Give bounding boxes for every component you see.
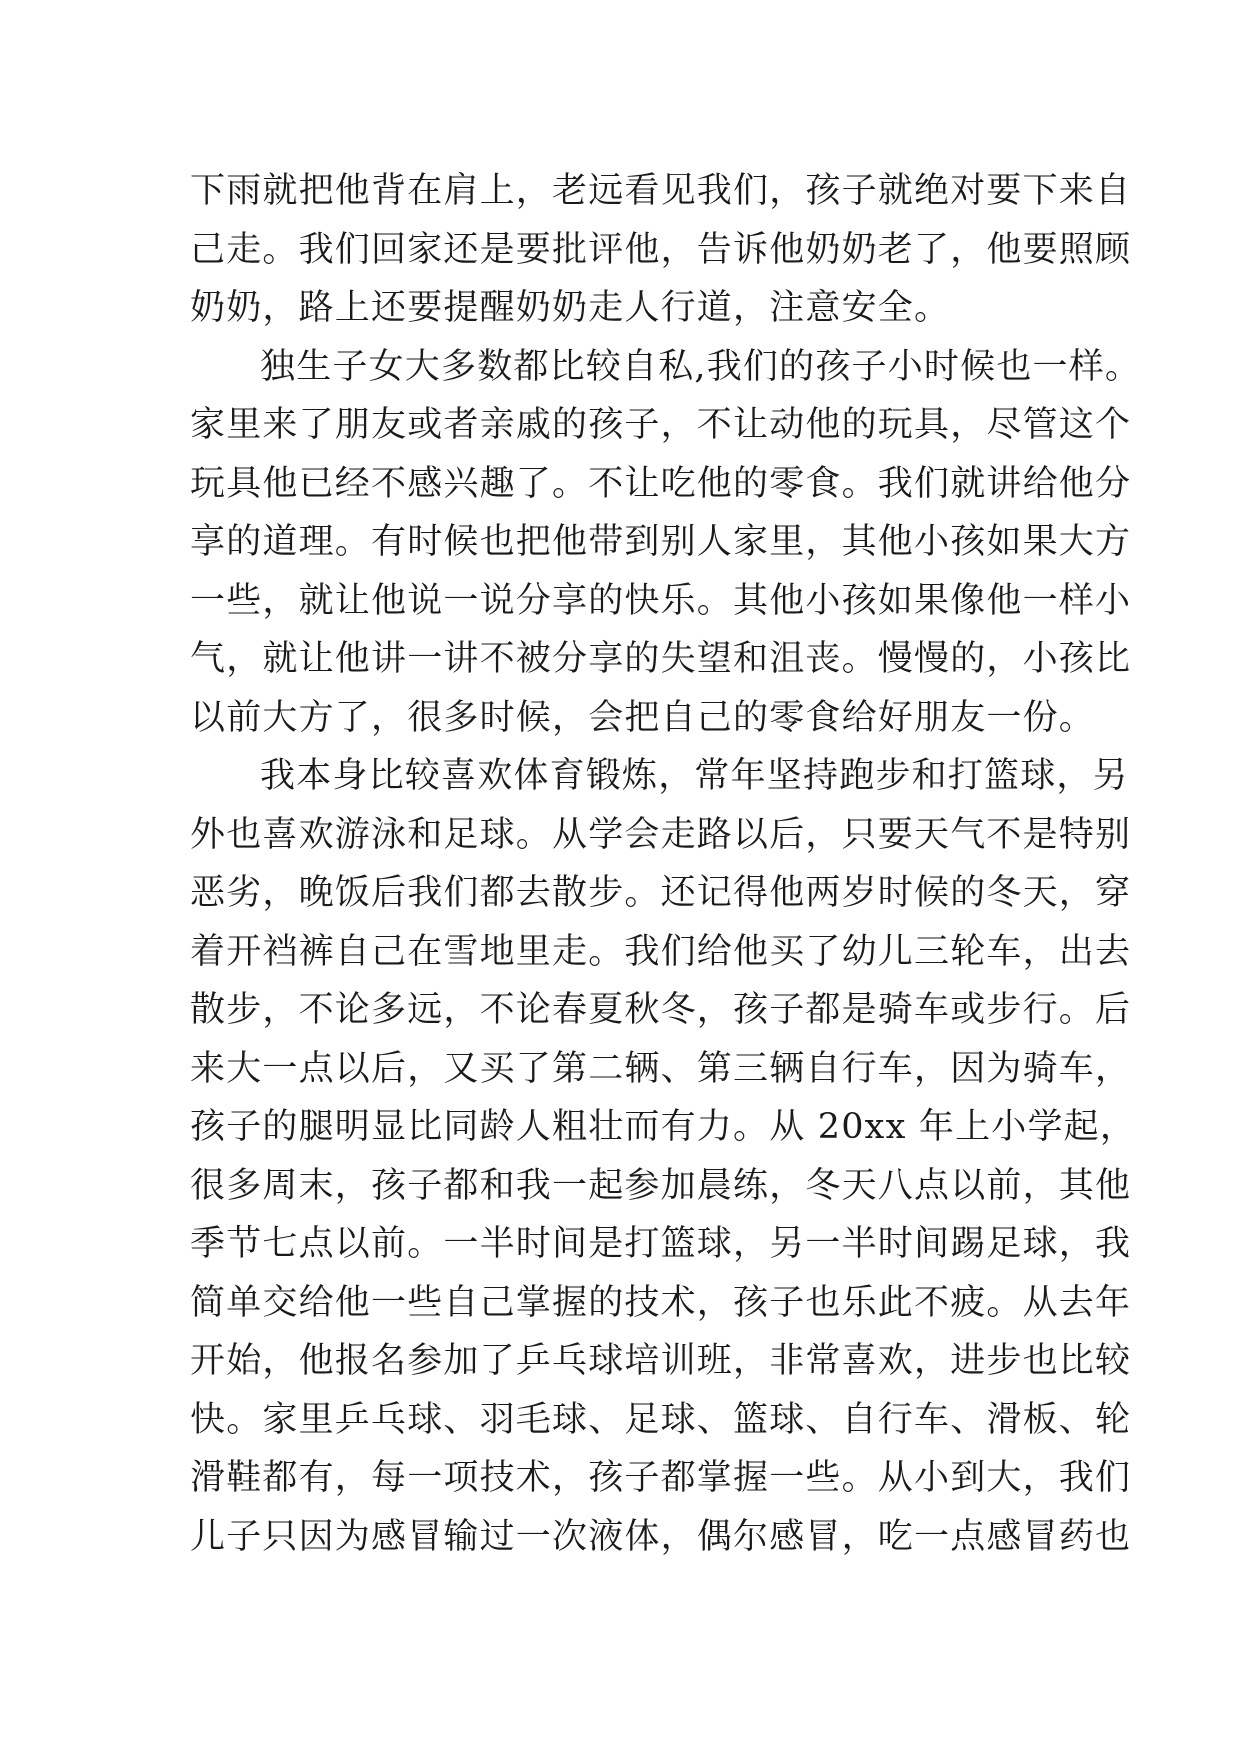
text-line: 玩具他已经不感兴趣了。不让吃他的零食。我们就讲给他分 xyxy=(190,463,1132,504)
text-line: 气，就让他讲一讲不被分享的失望和沮丧。慢慢的，小孩比 xyxy=(190,639,1132,679)
text-line: 儿子只因为感冒输过一次液体，偶尔感冒，吃一点感冒药也 xyxy=(190,1516,1132,1557)
text-line: 一些，就让他说一说分享的快乐。其他小孩如果像他一样小 xyxy=(190,580,1132,621)
text-line: 孩子的腿明显比同龄人粗壮而有力。从 20xx 年上小学起， xyxy=(190,1107,1137,1147)
paragraph-start-line: 我本身比较喜欢体育锻炼，常年坚持跑步和打篮球，另 xyxy=(260,756,1129,796)
text-line: 散步，不论多远，不论春夏秋冬，孩子都是骑车或步行。后 xyxy=(190,990,1132,1030)
text-line: 季节七点以前。一半时间是打篮球，另一半时间踢足球，我 xyxy=(190,1224,1132,1264)
text-line: 快。家里乒乓球、羽毛球、足球、篮球、自行车、滑板、轮 xyxy=(190,1399,1132,1440)
text-line: 奶奶，路上还要提醒奶奶走人行道，注意安全。 xyxy=(190,288,951,328)
text-line: 家里来了朋友或者亲戚的孩子，不让动他的玩具，尽管这个 xyxy=(190,405,1132,445)
text-line: 很多周末，孩子都和我一起参加晨练，冬天八点以前，其他 xyxy=(190,1165,1132,1206)
text-line: 外也喜欢游泳和足球。从学会走路以后，只要天气不是特别 xyxy=(190,814,1132,855)
text-line: 恶劣，晚饭后我们都去散步。还记得他两岁时候的冬天，穿 xyxy=(190,873,1132,913)
text-line: 享的道理。有时候也把他带到别人家里，其他小孩如果大方 xyxy=(190,522,1132,562)
text-line: 以前大方了，很多时候，会把自己的零食给好朋友一份。 xyxy=(190,697,1096,738)
text-line: 滑鞋都有，每一项技术，孩子都掌握一些。从小到大，我们 xyxy=(190,1458,1132,1498)
text-line: 简单交给他一些自己掌握的技术，孩子也乐此不疲。从去年 xyxy=(190,1282,1132,1323)
body-text xyxy=(190,162,1142,1566)
text-line: 来大一点以后，又买了第二辆、第三辆自行车，因为骑车， xyxy=(190,1048,1132,1089)
text-line: 开始，他报名参加了乒乓球培训班，非常喜欢，进步也比较 xyxy=(190,1341,1132,1381)
text-line: 着开裆裤自己在雪地里走。我们给他买了幼儿三轮车，出去 xyxy=(190,931,1132,972)
paragraph-start-line: 独生子女大多数都比较自私,我们的孩子小时候也一样。 xyxy=(260,346,1142,387)
text-line: 下雨就把他背在肩上，老远看见我们，孩子就绝对要下来自 xyxy=(190,171,1132,211)
text-line: 己走。我们回家还是要批评他，告诉他奶奶老了，他要照顾 xyxy=(190,229,1132,270)
